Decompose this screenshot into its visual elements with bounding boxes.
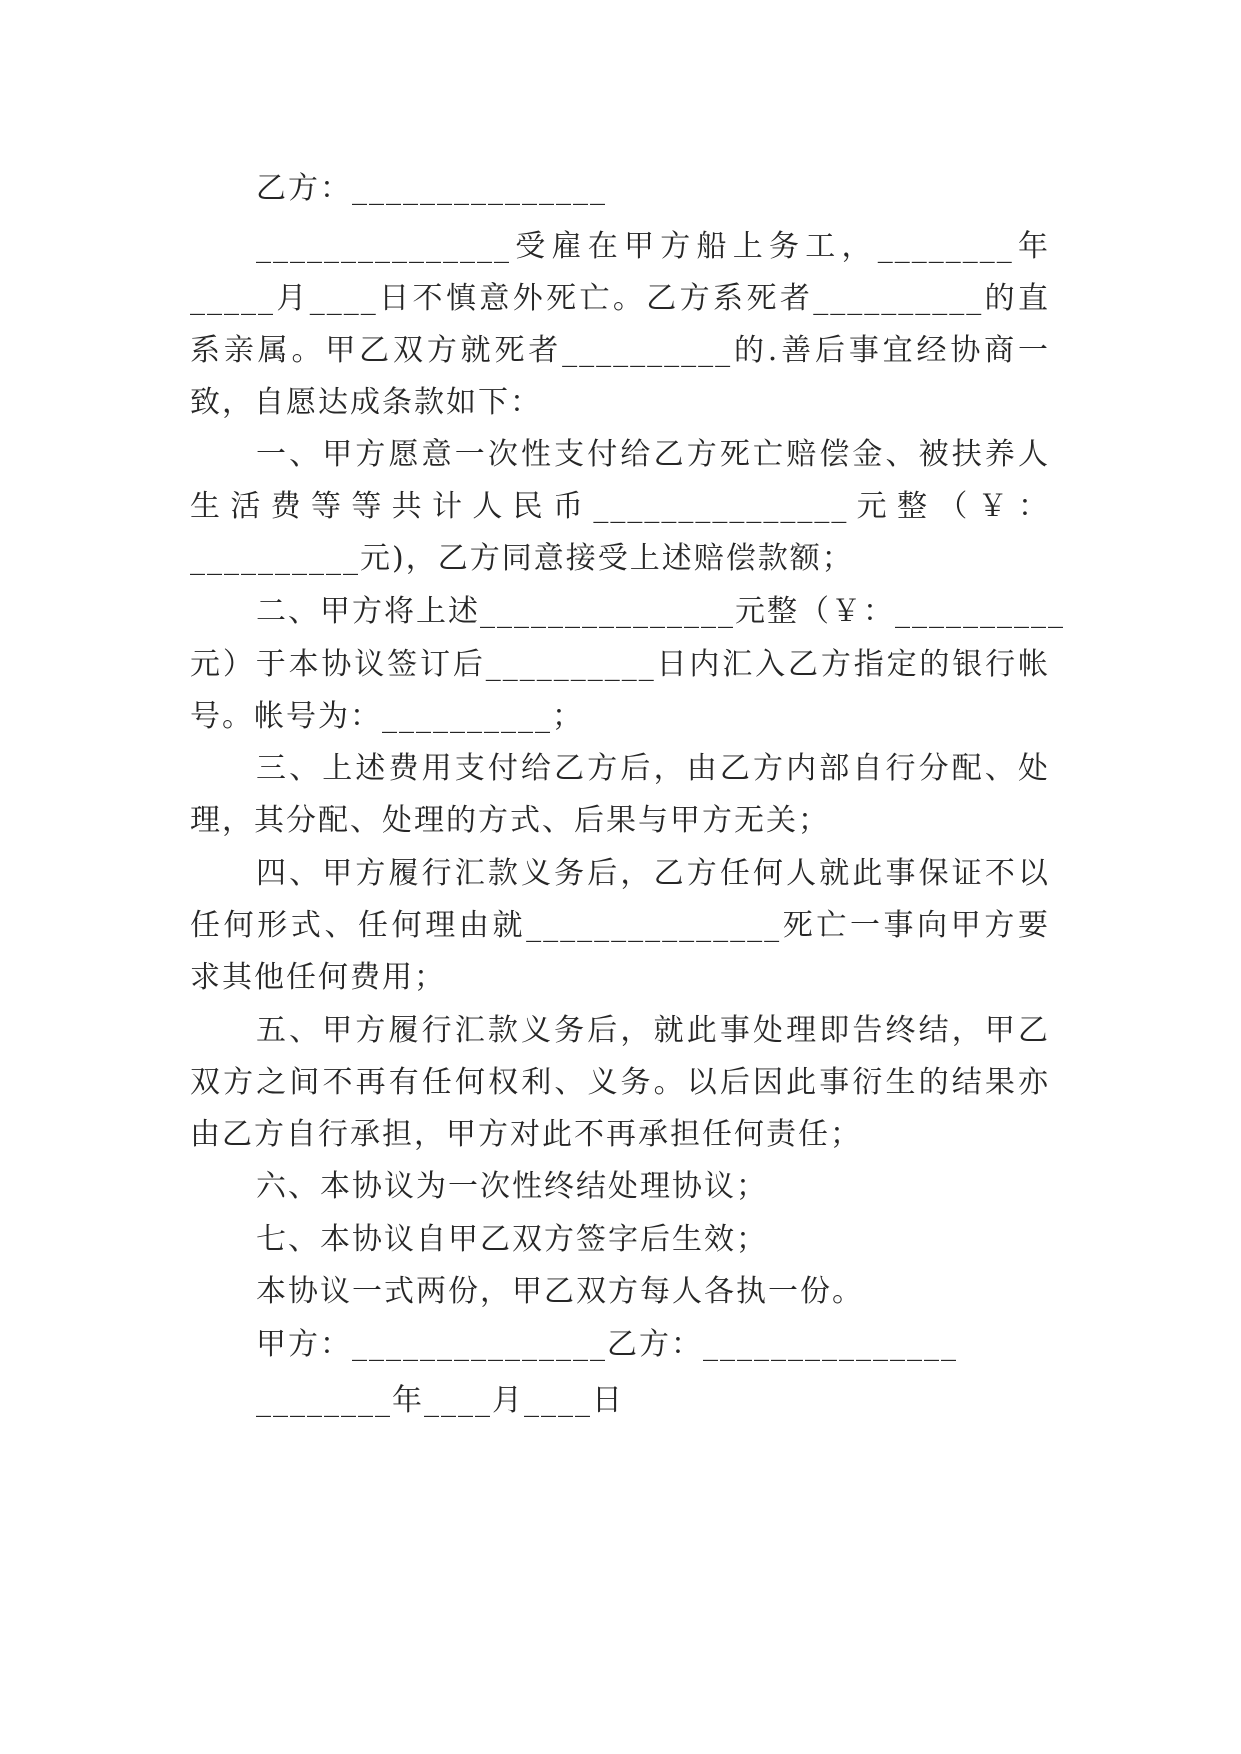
paragraph-line: 系亲属。甲乙双方就死者__________的.善后事宜经协商一 (190, 333, 1050, 368)
clause-3-line: 理，其分配、处理的方式、后果与甲方无关； (190, 803, 830, 838)
clause-2-line: 二、甲方将上述_______________元整（￥：__________ (256, 594, 1065, 629)
clause-5-line: 五、甲方履行汇款义务后，就此事处理即告终结，甲乙 (256, 1013, 1050, 1048)
copies-line: 本协议一式两份，甲乙双方每人各执一份。 (256, 1274, 864, 1309)
signature-line: 甲方：_______________乙方：_______________ (256, 1327, 958, 1362)
date-line: ________年____月____日 (256, 1383, 624, 1418)
clause-5-line: 双方之间不再有任何权利、义务。以后因此事衍生的结果亦 (190, 1065, 1050, 1100)
paragraph-line: 致，自愿达成条款如下： (190, 385, 542, 420)
clause-3-line: 三、上述费用支付给乙方后，由乙方内部自行分配、处 (256, 751, 1050, 786)
clause-4-line: 任何形式、任何理由就_______________死亡一事向甲方要 (190, 908, 1050, 943)
clause-1-line: 生活费等等共计人民币_______________元整（￥： (190, 489, 1050, 524)
clause-5-line: 由乙方自行承担，甲方对此不再承担任何责任； (190, 1117, 862, 1152)
clause-6-line: 六、本协议为一次性终结处理协议； (256, 1169, 768, 1204)
clause-4-line: 求其他任何费用； (190, 960, 446, 995)
party-b-line: 乙方：_______________ (256, 171, 607, 206)
clause-4-line: 四、甲方履行汇款义务后，乙方任何人就此事保证不以 (256, 856, 1050, 891)
clause-2-line: 号。帐号为：__________； (190, 699, 584, 734)
paragraph-line: _______________受雇在甲方船上务工，________年 (256, 229, 1050, 264)
clause-1-line: 一、甲方愿意一次性支付给乙方死亡赔偿金、被扶养人 (256, 437, 1050, 472)
clause-2-line: 元）于本协议签订后__________日内汇入乙方指定的银行帐 (190, 647, 1050, 682)
paragraph-line: _____月____日不慎意外死亡。乙方系死者__________的直 (190, 281, 1050, 316)
clause-7-line: 七、本协议自甲乙双方签字后生效； (256, 1222, 768, 1257)
clause-1-line: __________元)，乙方同意接受上述赔偿款额； (190, 541, 854, 576)
